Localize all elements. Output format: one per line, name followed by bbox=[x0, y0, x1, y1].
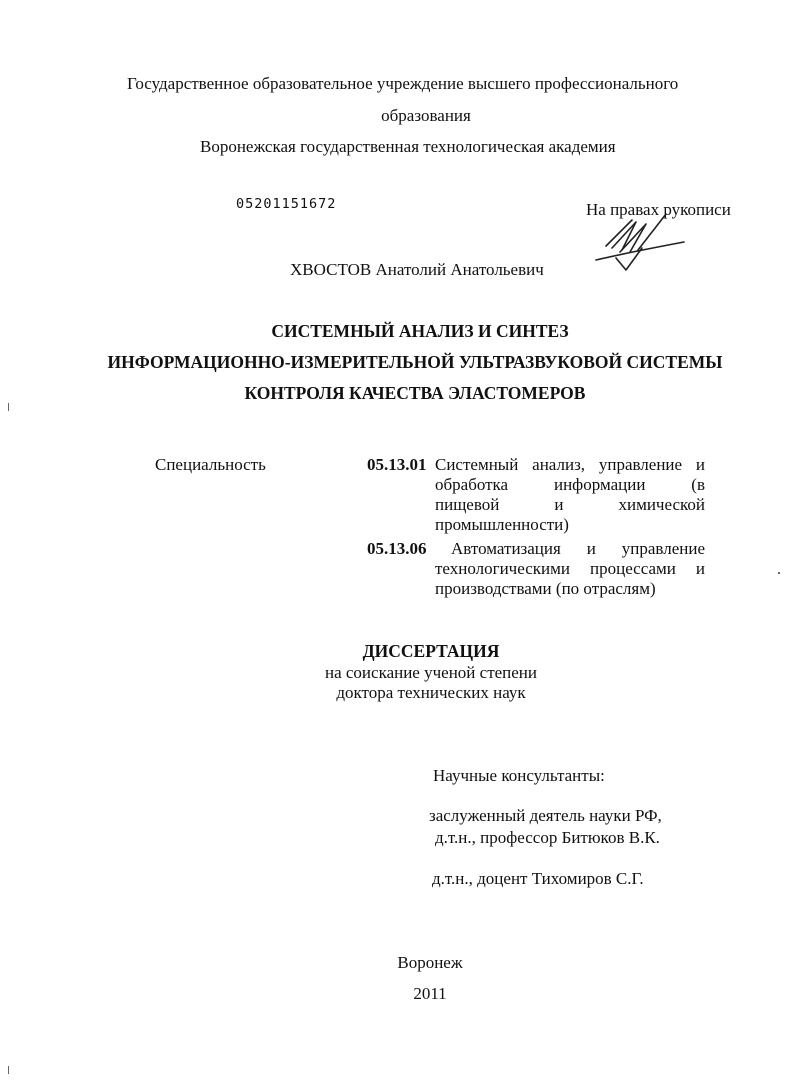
author-name: ХВОСТОВ Анатолий Анатольевич bbox=[290, 260, 544, 279]
registry-number: 05201151672 bbox=[236, 196, 337, 212]
title-line-1: СИСТЕМНЫЙ АНАЛИЗ И СИНТЕЗ bbox=[271, 321, 569, 341]
specialty-text-line: Автоматизация и управление bbox=[451, 539, 705, 558]
specialty-text-line: промышленности) bbox=[435, 515, 569, 534]
city: Воронеж bbox=[397, 953, 463, 972]
manuscript-rights: На правах рукописи bbox=[586, 200, 731, 219]
specialty-code: 05.13.01 bbox=[367, 455, 427, 474]
specialty-text-line: технологическими процессами и bbox=[435, 559, 705, 578]
institution-line-2: образования bbox=[381, 106, 471, 125]
title-line-2: ИНФОРМАЦИОННО-ИЗМЕРИТЕЛЬНОЙ УЛЬТРАЗВУКОВОЙ СИСТЕМЫ bbox=[107, 352, 723, 372]
institution-line-1: Государственное образовательное учреждение высшего профессионального bbox=[127, 74, 679, 93]
specialty-text-line: производствами (по отраслям) bbox=[435, 579, 656, 598]
thesis-degree-line-2: доктора технических наук bbox=[336, 683, 526, 702]
academy-name: Воронежская государственная технологическая академия bbox=[200, 137, 616, 156]
scan-mark bbox=[778, 572, 780, 574]
specialty-item-1 bbox=[367, 455, 705, 535]
scan-mark bbox=[8, 403, 9, 411]
specialty-text-line: пищевой и химической bbox=[435, 495, 705, 514]
consultants-heading: Научные консультанты: bbox=[433, 766, 605, 785]
author-signature bbox=[592, 208, 692, 278]
specialty-code: 05.13.06 bbox=[367, 539, 427, 558]
scan-mark bbox=[8, 1066, 9, 1074]
specialty-text-line: обработка информации (в bbox=[435, 475, 705, 494]
year: 2011 bbox=[413, 984, 447, 1003]
specialty-label: Специальность bbox=[155, 455, 266, 474]
specialty-item-2 bbox=[367, 539, 705, 599]
specialty-text-line: Системный анализ, управление и bbox=[435, 455, 705, 474]
thesis-degree-line-1: на соискание ученой степени bbox=[324, 663, 538, 682]
consultant-2: д.т.н., доцент Тихомиров С.Г. bbox=[432, 869, 644, 888]
consultant-1-line-2: д.т.н., профессор Битюков В.К. bbox=[435, 828, 660, 847]
consultant-1-line-1: заслуженный деятель науки РФ, bbox=[429, 806, 662, 825]
thesis-type: ДИССЕРТАЦИЯ bbox=[362, 641, 500, 661]
title-line-3: КОНТРОЛЯ КАЧЕСТВА ЭЛАСТОМЕРОВ bbox=[244, 383, 586, 403]
